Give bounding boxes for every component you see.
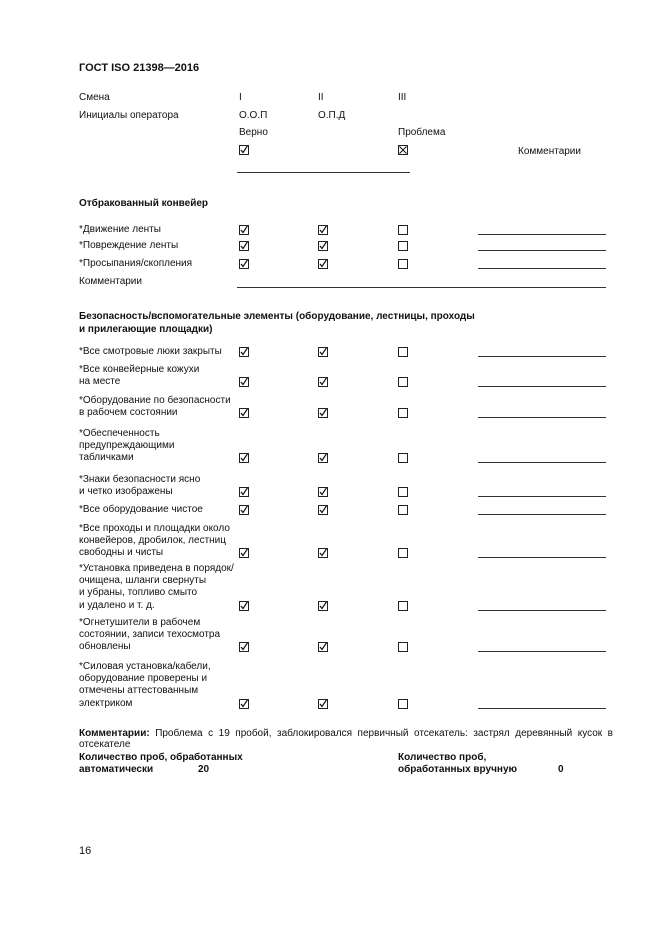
safety-checkbox-shift-1[interactable] (239, 642, 249, 652)
safety-row-label-line: *Все смотровые люки закрыты (79, 346, 222, 357)
signature-line (237, 172, 410, 173)
safety-row-label-line: *Знаки безопасности ясно (79, 474, 201, 485)
safety-row-label-line: состоянии, записи техосмотра (79, 629, 221, 641)
safety-checkbox-shift-1[interactable] (239, 601, 249, 611)
safety-checkbox-shift-1[interactable] (239, 548, 249, 558)
safety-row-label-line: электриком (79, 697, 133, 709)
manual-count-value: 0 (558, 764, 564, 775)
safety-comment-line[interactable] (478, 417, 606, 418)
safety-row-label-line: конвейеров, дробилок, лестниц (79, 535, 226, 547)
safety-comment-line[interactable] (478, 462, 606, 463)
safety-checkbox-shift-2[interactable] (318, 453, 328, 463)
comments-column-label: Комментарии (518, 146, 581, 157)
safety-checkbox-shift-2[interactable] (318, 347, 328, 357)
safety-checkbox-shift-3[interactable] (398, 601, 408, 611)
safety-checkbox-shift-2[interactable] (318, 601, 328, 611)
safety-checkbox-shift-2[interactable] (318, 699, 328, 709)
legend-crossed-checkbox (398, 145, 408, 155)
safety-checkbox-shift-2[interactable] (318, 408, 328, 418)
safety-row-label (79, 617, 220, 654)
reject-section-title: Отбракованный конвейер (79, 198, 209, 209)
safety-checkbox-shift-2[interactable] (318, 377, 328, 387)
safety-row-label-line: *Установка приведена в порядок/ (79, 563, 234, 574)
correct-label: Верно (239, 127, 268, 138)
initials-label: Инициалы оператора (79, 110, 179, 121)
safety-checkbox-shift-3[interactable] (398, 505, 408, 515)
safety-checkbox-shift-1[interactable] (239, 453, 249, 463)
safety-row-label-line: *Все проходы и площадки около (79, 523, 230, 534)
safety-row-label (79, 661, 211, 710)
safety-row-label-line: оборудование проверены и (79, 673, 208, 685)
safety-comment-line[interactable] (478, 557, 606, 558)
safety-checkbox-shift-3[interactable] (398, 453, 408, 463)
safety-checkbox-shift-1[interactable] (239, 377, 249, 387)
safety-section-title-line2: и прилегающие площадки) (79, 324, 213, 335)
safety-row-label (79, 395, 231, 419)
shift-label: Смена (79, 92, 110, 103)
safety-row-label (79, 523, 230, 560)
safety-comment-line[interactable] (478, 356, 606, 357)
safety-checkbox-shift-3[interactable] (398, 377, 408, 387)
safety-row-label (79, 346, 222, 358)
safety-row-label (79, 563, 234, 612)
shift-col-3: III (398, 92, 407, 103)
reject-checkbox-shift-1[interactable] (239, 259, 249, 269)
safety-row-label-line: и удалено и т. д. (79, 599, 155, 611)
reject-checkbox-shift-2[interactable] (318, 259, 328, 269)
safety-row-label-line: предупреждающими (79, 440, 175, 452)
safety-row-label (79, 364, 199, 388)
safety-checkbox-shift-2[interactable] (318, 548, 328, 558)
legend-checked-checkbox (239, 145, 249, 155)
auto-count-label-2: автоматически (79, 764, 154, 775)
safety-checkbox-shift-3[interactable] (398, 548, 408, 558)
safety-checkbox-shift-2[interactable] (318, 487, 328, 497)
safety-row-label-line: очищена, шланги свернуты (79, 575, 207, 587)
safety-checkbox-shift-3[interactable] (398, 699, 408, 709)
page-number: 16 (79, 845, 92, 857)
safety-row-label-line: обновлены (79, 641, 131, 653)
safety-comment-line[interactable] (478, 496, 606, 497)
comments-text: Проблема с 19 пробой, заблокировался первичный отсекатель: застрял деревянный кусок в отсекателе (79, 728, 613, 750)
safety-checkbox-shift-3[interactable] (398, 487, 408, 497)
safety-checkbox-shift-2[interactable] (318, 642, 328, 652)
safety-comment-line[interactable] (478, 651, 606, 652)
safety-row-label-line: *Все оборудование чистое (79, 504, 203, 515)
safety-row-label (79, 504, 203, 516)
reject-row-label: *Повреждение ленты (79, 240, 179, 251)
page-title: ГОСТ ISO 21398—2016 (79, 62, 200, 74)
reject-checkbox-shift-2[interactable] (318, 225, 328, 235)
reject-checkbox-shift-1[interactable] (239, 241, 249, 251)
safety-checkbox-shift-3[interactable] (398, 408, 408, 418)
safety-row-label-line: *Обеспеченность (79, 428, 160, 439)
safety-row-label-line: *Силовая установка/кабели, (79, 661, 211, 672)
safety-row-label-line: *Оборудование по безопасности (79, 395, 231, 406)
reject-row-label: *Движение ленты (79, 224, 161, 235)
safety-row-label-line: и четко изображены (79, 486, 173, 498)
reject-checkbox-shift-3[interactable] (398, 225, 408, 235)
problem-label: Проблема (398, 127, 446, 138)
safety-row-label-line: табличками (79, 452, 134, 464)
safety-comment-line[interactable] (478, 708, 606, 709)
reject-comments-line (237, 287, 606, 288)
safety-row-label-line: отмечены аттестованным (79, 685, 199, 697)
initials-1: О.О.П (239, 110, 268, 121)
initials-2: О.П.Д (318, 110, 346, 121)
reject-checkbox-shift-2[interactable] (318, 241, 328, 251)
shift-col-1: I (239, 92, 242, 103)
reject-comment-line[interactable] (478, 250, 606, 251)
safety-row-label-line: в рабочем состоянии (79, 407, 178, 419)
safety-checkbox-shift-1[interactable] (239, 487, 249, 497)
auto-count-label-1: Количество проб, обработанных (79, 752, 243, 763)
reject-row-label: *Просыпания/скопления (79, 258, 193, 269)
reject-checkbox-shift-1[interactable] (239, 225, 249, 235)
safety-checkbox-shift-1[interactable] (239, 347, 249, 357)
reject-checkbox-shift-3[interactable] (398, 241, 408, 251)
safety-row-label-line: *Огнетушители в рабочем (79, 617, 201, 628)
manual-count-label-1: Количество проб, (398, 752, 487, 763)
comments-block (79, 728, 613, 750)
reject-checkbox-shift-3[interactable] (398, 259, 408, 269)
reject-comments-label: Комментарии (79, 276, 142, 287)
safety-row-label (79, 428, 174, 465)
reject-comment-line[interactable] (478, 234, 606, 235)
reject-comment-line[interactable] (478, 268, 606, 269)
shift-col-2: II (318, 92, 324, 103)
safety-comment-line[interactable] (478, 386, 606, 387)
safety-row-label (79, 474, 200, 498)
safety-comment-line[interactable] (478, 514, 606, 515)
safety-row-label-line: свободны и чисты (79, 547, 164, 559)
auto-count-value: 20 (198, 764, 210, 775)
safety-row-label-line: и убраны, топливо смыто (79, 587, 198, 599)
safety-checkbox-shift-1[interactable] (239, 408, 249, 418)
comments-label: Комментарии: (79, 728, 150, 739)
safety-row-label-line: *Все конвейерные кожухи (79, 364, 200, 375)
safety-row-label-line: на месте (79, 376, 121, 388)
safety-checkbox-shift-3[interactable] (398, 642, 408, 652)
manual-count-label-2: обработанных вручную (398, 764, 518, 775)
safety-comment-line[interactable] (478, 610, 606, 611)
safety-checkbox-shift-3[interactable] (398, 347, 408, 357)
safety-section-title-line1: Безопасность/вспомогательные элементы (оборудование, лестницы, проходы (79, 311, 475, 322)
safety-checkbox-shift-2[interactable] (318, 505, 328, 515)
safety-checkbox-shift-1[interactable] (239, 505, 249, 515)
safety-checkbox-shift-1[interactable] (239, 699, 249, 709)
